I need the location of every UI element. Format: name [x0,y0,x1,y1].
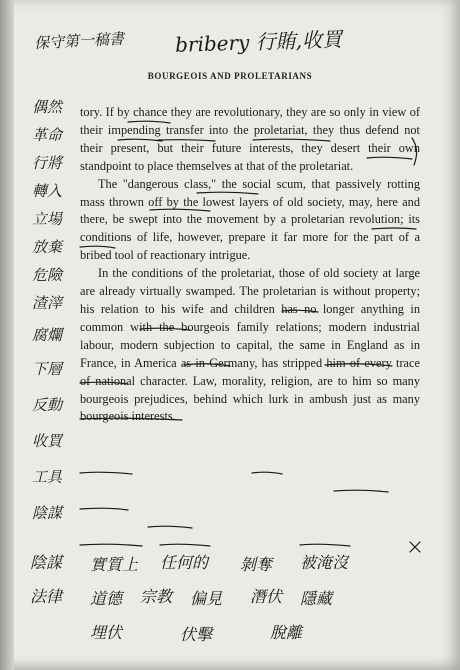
underline-mark [253,139,330,141]
underline-mark [334,490,388,492]
margin-note: 革命 [32,126,63,144]
margin-note: 偶然 [32,98,63,116]
running-header: BOURGEOIS AND PROLETARIANS [147,71,313,81]
cross-mark [410,542,420,552]
margin-note: 腐爛 [32,326,63,344]
bottom-note: 任何的 [160,553,209,572]
margin-note: 下層 [32,360,63,378]
bottom-note: 道德 [90,589,123,608]
underline-mark [372,228,416,229]
underline-mark [197,192,258,194]
underline-mark [118,139,162,141]
margin-note: 渣滓 [32,294,63,312]
handwritten-note-top-right: bribery 行賄,收買 [174,27,343,57]
underline-mark [148,526,192,528]
bottom-note: 法律 [30,587,63,606]
margin-note: 轉入 [32,182,63,200]
bottom-note: 偏見 [190,589,223,608]
underline-mark [160,544,210,546]
margin-note: 放棄 [32,238,63,256]
margin-note: 危險 [32,266,63,284]
underline-mark [367,157,412,159]
bottom-note: 宗教 [140,587,173,606]
bottom-note: 剝奪 [240,555,273,574]
margin-note: 立場 [32,210,63,228]
underline-mark [80,508,128,510]
margin-note: 工具 [32,468,63,486]
bottom-note: 陰謀 [30,553,63,572]
underline-mark [80,544,142,546]
underline-mark [80,472,132,474]
underline-mark [128,121,170,123]
bottom-note: 隱藏 [300,589,333,608]
underline-mark [300,544,350,546]
underline-mark [325,364,392,366]
margin-note: 行將 [32,154,63,172]
bracket-mark [412,138,417,165]
margin-note: 陰謀 [32,504,63,522]
underline-mark [80,246,115,248]
underline-mark [140,328,190,330]
underline-mark [184,364,230,366]
paragraph-1: tory. If by chance they are revolutionary, they are so only in view of their impending transfer into the proletariat, they thus defend not their present, but their future interests, they desert their own standpoint to place themselves at that of the proletariat. [80,105,420,173]
wavy-underline [282,310,318,312]
handwritten-note-top-left: 保守第一稿書 [33,29,125,53]
bottom-note: 伏擊 [180,625,213,644]
paragraph-2: The "dangerous class," the social scum, that passively rotting mass thrown off by the lowest layers of old society, may, here and there, be swept into the movement by a proletarian revolution; its conditions of life, however, prepare it far more for the part of a bribed tool of reactionary intrigue. [80,176,420,263]
underline-mark [252,472,282,474]
underline-mark [150,209,210,211]
bottom-note: 實質上 [90,555,139,574]
paragraph-3: In the conditions of the proletariat, those of old society at large are already virtually swamped. The proletarian is without property; his relation to his wife and children has no longer anything in common with the bourgeois family relations; modern industrial labour, modern subjection to capital, the same in England as in France, in America as in Germany, has stripped him of every trace of national character. Law, morality, religion, are to him so many bourgeois prejudices, behind which lurk in ambush just as many bourgeois interests. [80,266,420,424]
margin-note: 反動 [32,396,63,414]
bottom-note: 埋伏 [90,623,123,642]
underline-mark [80,418,182,420]
bottom-note: 潛伏 [250,587,283,606]
bottom-note: 被淹沒 [300,553,349,572]
margin-note: 收買 [32,432,63,450]
underline-mark [80,382,128,384]
bottom-note: 脫離 [270,623,303,642]
underline-mark [158,140,215,141]
